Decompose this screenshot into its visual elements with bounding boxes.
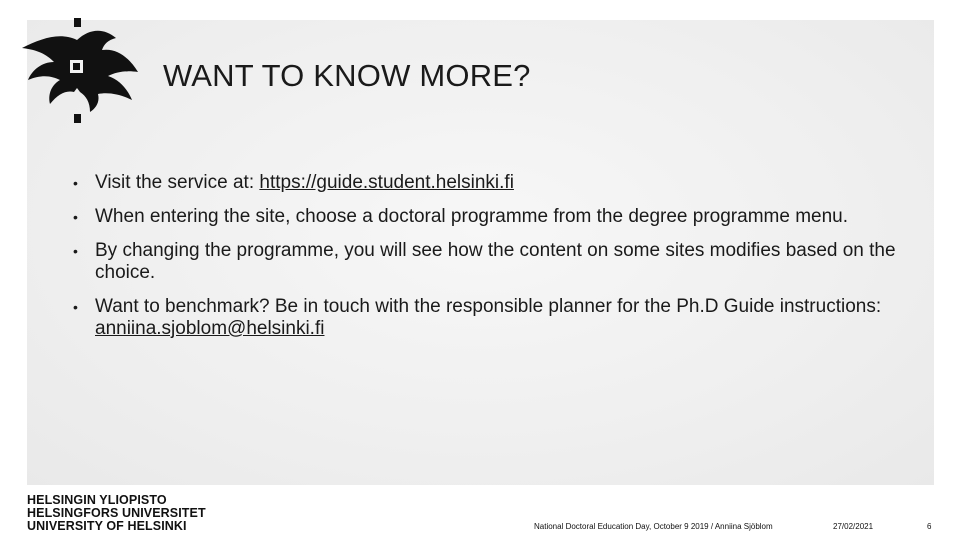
page-title: WANT TO KNOW MORE?	[163, 58, 531, 93]
bullet-dot: •	[73, 175, 78, 191]
university-flame-logo-icon	[20, 18, 150, 123]
bullet-text: Want to benchmark? Be in touch with the responsible planner for the Ph.D Guide instructions:	[95, 296, 882, 317]
list-item	[73, 206, 913, 228]
bullet-text: When entering the site, choose a doctoral programme from the degree programme menu.	[95, 206, 848, 227]
bullet-list	[73, 172, 913, 352]
email-link[interactable]: anniina.sjoblom@helsinki.fi	[95, 318, 325, 339]
list-item	[73, 172, 913, 194]
bullet-dot: •	[73, 243, 78, 259]
list-item	[73, 296, 913, 340]
bullet-text: Visit the service at:	[95, 172, 260, 193]
bullet-dot: •	[73, 299, 78, 315]
wordmark-line-en: UNIVERSITY OF HELSINKI	[27, 519, 187, 533]
wordmark-line-fi: HELSINGIN YLIOPISTO	[27, 493, 167, 507]
bullet-text: By changing the programme, you will see how the content on some sites modifies based on the choice.	[95, 240, 896, 283]
university-wordmark	[27, 494, 206, 533]
page-number: 6	[927, 522, 932, 531]
footer-event: National Doctoral Education Day, October 9 2019 / Anniina Sjöblom	[534, 522, 773, 531]
wordmark-line-sv: HELSINGFORS UNIVERSITET	[27, 506, 206, 520]
list-item	[73, 240, 913, 284]
guide-link[interactable]: https://guide.student.helsinki.fi	[259, 172, 514, 193]
bullet-dot: •	[73, 209, 78, 225]
footer-date: 27/02/2021	[833, 522, 874, 531]
